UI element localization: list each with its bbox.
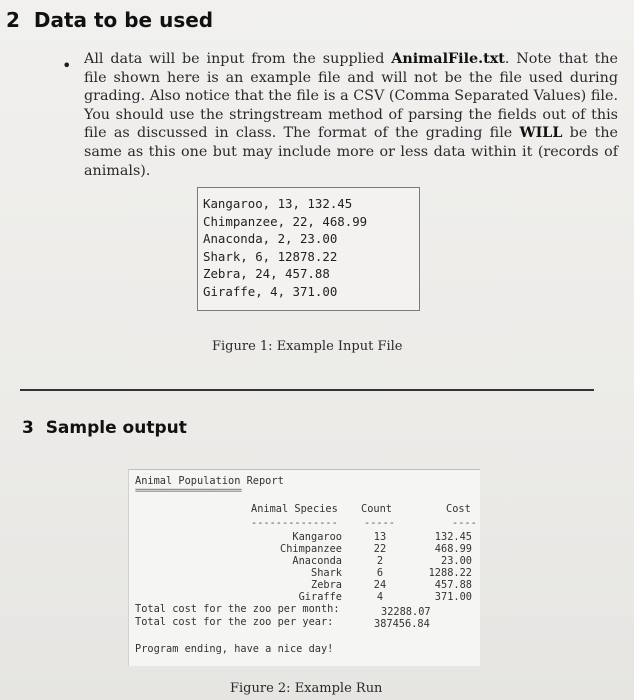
total-month-label: Total cost for the zoo per month: [135, 603, 340, 615]
total-year-label: Total cost for the zoo per year: [135, 616, 334, 628]
row-cost: 371.00 [434, 591, 472, 603]
total-month-value: 32288.07 [381, 606, 431, 618]
section-3-number: 3 [22, 418, 34, 438]
row-cost: 468.99 [434, 543, 472, 555]
row-cost: 23.00 [441, 555, 472, 567]
section-2-heading [6, 8, 213, 32]
paragraph-text-2: . Note that the file shown here is an example file and will not be the file used during grading. Also notice that the file is a CSV (Comma Separated Values) file. You should use the stringstream method of parsing the fields out of this file as discussed in class. The format of the grading file [84, 51, 618, 142]
row-count: 13 [373, 531, 387, 543]
section-3-title: Sample output [45, 418, 187, 438]
column-header-count: Count [361, 503, 392, 515]
bullet-glyph: • [62, 56, 72, 75]
input-line: Giraffe, 4, 371.00 [203, 283, 338, 299]
example-run-output [128, 469, 480, 666]
row-species: Anaconda [292, 555, 342, 567]
report-title: Animal Population Report [135, 475, 284, 487]
paragraph-text-3: be the same as this one but may include more or less data within it (records of animals). [84, 125, 618, 179]
column-underline-species: -------------- [251, 517, 338, 529]
total-year-value: 387456.84 [374, 618, 430, 630]
input-line: Chimpanzee, 22, 468.99 [203, 213, 368, 229]
row-cost: 132.45 [434, 531, 472, 543]
column-underline-count: ----- [364, 517, 395, 529]
figure-1-caption: Figure 1: Example Input File [212, 339, 403, 354]
row-count: 22 [373, 543, 387, 555]
will-emphasis: WILL [519, 125, 563, 142]
row-species: Chimpanzee [280, 543, 342, 555]
program-ending-message: Program ending, have a nice day! [135, 643, 334, 655]
row-count: 6 [376, 567, 384, 579]
filename: AnimalFile.txt [391, 51, 505, 67]
input-line: Anaconda, 2, 23.00 [203, 231, 338, 247]
report-title-underline: ======================== [135, 486, 242, 496]
input-line: Shark, 6, 12878.22 [203, 248, 338, 264]
column-header-cost: Cost [446, 503, 471, 515]
section-2-paragraph [84, 50, 618, 180]
input-line: Kangaroo, 13, 132.45 [203, 196, 353, 211]
row-species: Shark [311, 567, 342, 579]
column-underline-cost: ---- [452, 517, 477, 529]
section-3-heading [22, 418, 187, 438]
figure-2-caption: Figure 2: Example Run [230, 681, 383, 696]
column-header-species: Animal Species [251, 503, 338, 515]
row-species: Kangaroo [292, 531, 342, 543]
input-line: Zebra, 24, 457.88 [203, 266, 330, 282]
row-count: 2 [376, 555, 384, 567]
section-2-title: Data to be used [33, 8, 214, 32]
row-species: Giraffe [298, 591, 342, 603]
row-count: 4 [376, 591, 384, 603]
row-cost: 457.88 [434, 579, 472, 591]
row-count: 24 [373, 579, 387, 591]
horizontal-rule [20, 389, 594, 391]
paragraph-text-1: All data will be input from the supplied [84, 51, 392, 67]
row-cost: 1288.22 [428, 567, 472, 579]
section-2-number: 2 [6, 8, 20, 32]
example-input-file-box [197, 187, 420, 311]
row-species: Zebra [311, 579, 342, 591]
